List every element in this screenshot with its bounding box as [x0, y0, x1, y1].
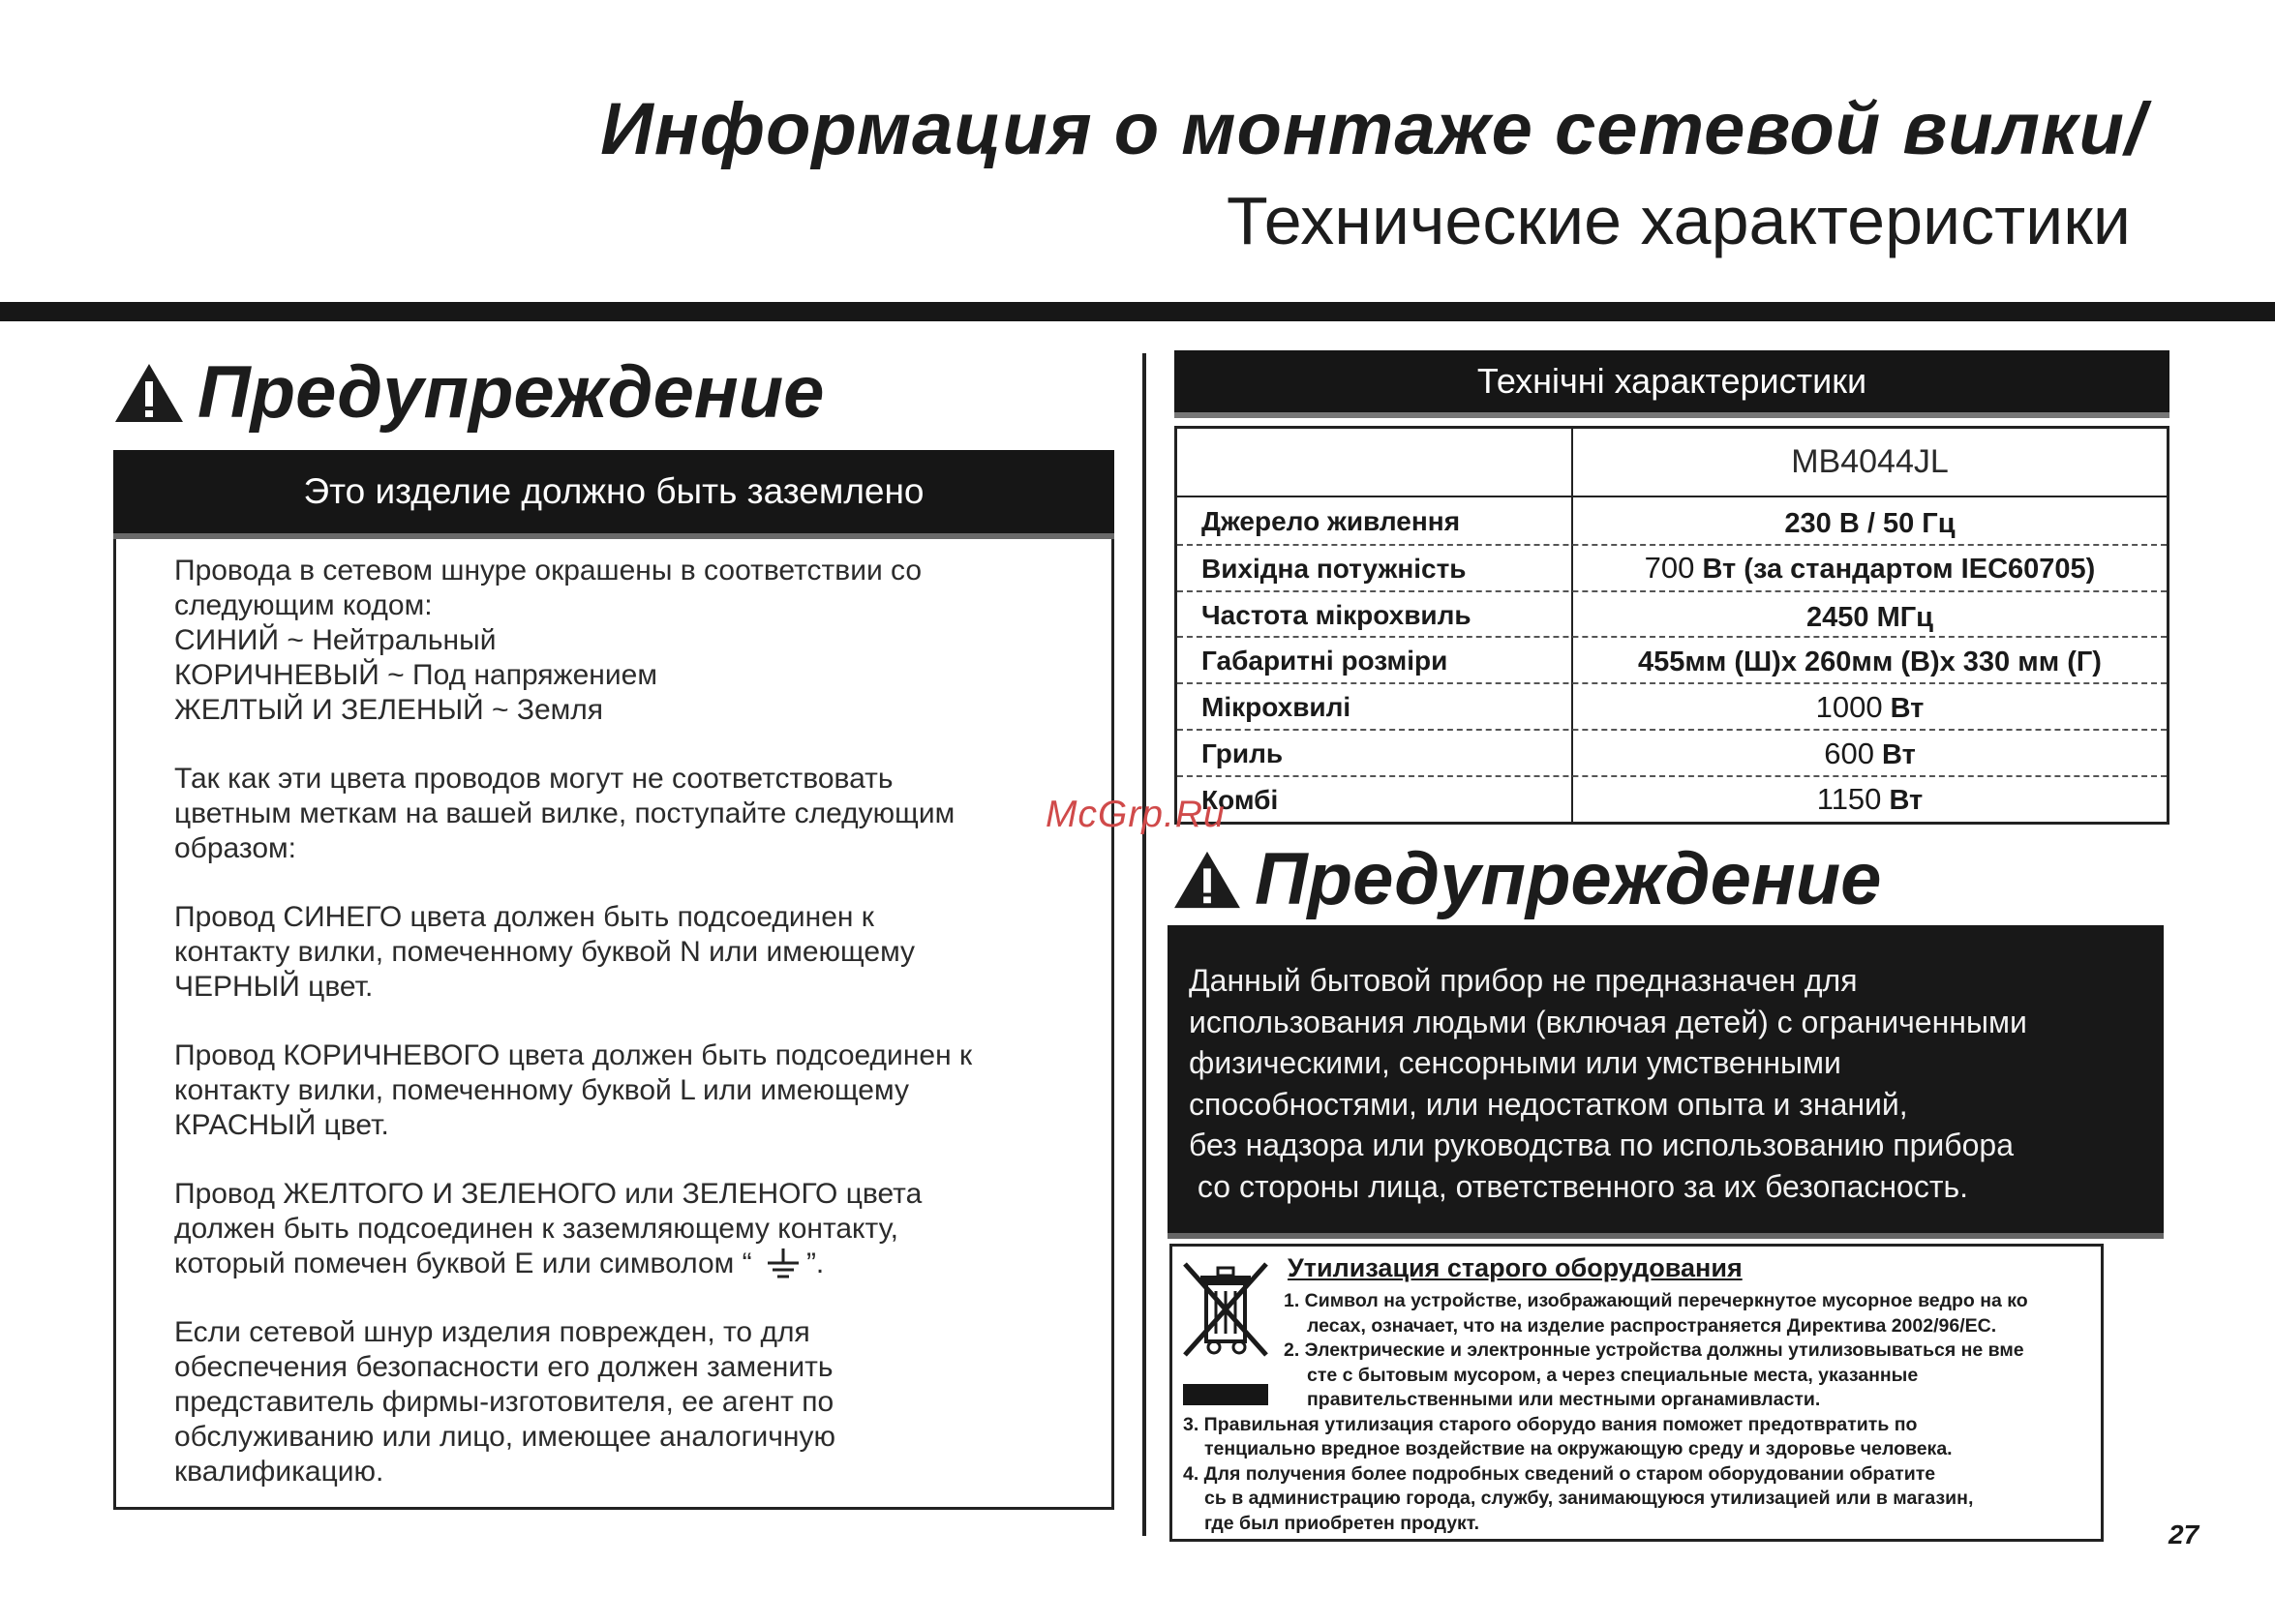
header-rule: [0, 302, 2275, 321]
table-row: [1177, 590, 2167, 636]
table-row: [1177, 729, 2167, 775]
page-number: 27: [2169, 1519, 2199, 1549]
grounding-box-title: Это изделие должно быть заземлено: [113, 450, 1114, 533]
text-line: квалификацию.: [174, 1456, 384, 1489]
text-line: Данный бытовой прибор не предназначен для: [1189, 963, 1858, 998]
left-warning-title: Предупреждение: [197, 351, 825, 434]
spec-value-number: 600: [1824, 737, 1874, 770]
text-line: КОРИЧНЕВЫЙ ~ Под напряжением: [174, 659, 657, 691]
spec-value: [1573, 505, 2167, 540]
disposal-text: [1183, 1289, 2093, 1536]
text-line: [174, 1247, 1065, 1281]
text-line: цветным меткам на вашей вилке, поступайте следующим: [174, 797, 956, 829]
page-subtitle: Технические характеристики: [1226, 183, 2131, 258]
text-line: со стороны лица, ответственного за их безопасность.: [1189, 1168, 1969, 1204]
spec-value-text: 455мм (Ш)x 260мм (В)x 330 мм (Г): [1638, 647, 2102, 677]
spec-value-text: 2450 МГц: [1806, 602, 1933, 633]
table-row: [1177, 775, 2167, 822]
text-line: без надзора или руководства по использованию прибора: [1189, 1128, 2015, 1162]
text-line: способностями, или недостатком опыта и знаний,: [1189, 1086, 1908, 1122]
spec-value-number: 1000: [1815, 690, 1883, 724]
text-line: СИНИЙ ~ Нейтральный: [174, 624, 497, 656]
text-fragment: который помечен буквой E или символом “: [174, 1248, 752, 1279]
text-line: КРАСНЫЙ цвет.: [174, 1109, 389, 1141]
spec-value: [1573, 782, 2167, 817]
paragraph: [174, 554, 1065, 728]
paragraph: [174, 1315, 1065, 1489]
text-line: 2. Электрические и электронные устройства должны утилизовываться не вме: [1284, 1339, 2024, 1361]
spec-value-text: Вт: [1873, 739, 1916, 770]
spec-label: Комбі: [1201, 785, 1279, 815]
spec-value: [1573, 690, 2167, 725]
paragraph: [174, 1177, 1065, 1281]
right-warning-heading: [1171, 837, 1881, 921]
table-row: [1177, 496, 2167, 544]
text-line: использования людьми (включая детей) с ограниченными: [1189, 1004, 2027, 1039]
text-line: контакту вилки, помеченному буквой N или имеющему: [174, 936, 916, 968]
spec-value-text: 230 В / 50 Гц: [1784, 508, 1956, 539]
text-line: обеспечения безопасности его должен заменить: [174, 1351, 834, 1384]
page-title: Информация о монтаже сетевой вилки/: [600, 88, 2146, 170]
text-line: Провод ЖЕЛТОГО И ЗЕЛЕНОГО или ЗЕЛЕНОГО цвета: [174, 1178, 923, 1210]
disposal-title: Утилизация старого оборудования: [1288, 1253, 1743, 1282]
paragraph: [174, 900, 1065, 1005]
spec-label: Вихідна потужність: [1201, 554, 1467, 584]
text-line: Провод СИНЕГО цвета должен быть подсоединен к: [174, 901, 874, 933]
spec-label: Габаритні розміри: [1201, 646, 1448, 676]
spec-label: Мікрохвилі: [1201, 692, 1351, 722]
text-line: правительственными или местными органамивласти.: [1307, 1389, 1821, 1410]
text-line: Провод КОРИЧНЕВОГО цвета должен быть подсоединен к: [174, 1039, 973, 1071]
spec-label: Джерело живлення: [1201, 506, 1461, 536]
text-line: ЧЕРНЫЙ цвет.: [174, 971, 374, 1003]
table-row: [1177, 636, 2167, 682]
model-number: MB4044JL: [1791, 443, 1949, 480]
spec-value-text: Вт: [1881, 785, 1924, 816]
text-line: Провода в сетевом шнуре окрашены в соответствии со: [174, 555, 923, 586]
paragraph: [174, 1038, 1065, 1143]
spec-value: [1573, 644, 2167, 678]
spec-table-title: Технічні характеристики: [1174, 350, 2169, 412]
text-line: обслуживанию или лицо, имеющее аналогичную: [174, 1421, 835, 1454]
table-row: [1177, 682, 2167, 729]
spec-label: Частота мікрохвиль: [1201, 600, 1471, 630]
spec-value: [1573, 737, 2167, 771]
text-line: должен быть подсоединен к заземляющему контакту,: [174, 1213, 898, 1245]
text-line: лесах, означает, что на изделие распространяется Директива 2002/96/EC.: [1307, 1314, 1997, 1337]
text-line: тенциально вредное воздействие на окружающую среду и здоровье человека.: [1204, 1438, 1953, 1459]
left-warning-heading: [112, 350, 824, 435]
text-line: сте с бытовым мусором, а через специальные места, указанные: [1307, 1364, 1919, 1386]
right-warning-title: Предупреждение: [1255, 838, 1882, 920]
spec-value-number: 1150: [1816, 782, 1882, 816]
spec-value-text: Вт (за стандартом IEC60705): [1694, 554, 2096, 585]
text-line: где был приобретен продукт.: [1204, 1512, 1480, 1534]
text-line: 1. Символ на устройстве, изображающий перечеркнутое мусорное ведро на ко: [1284, 1290, 2028, 1311]
warning-triangle-icon: [1171, 849, 1243, 911]
text-line: Если сетевой шнур изделия поврежден, то для: [174, 1316, 810, 1349]
text-line: образом:: [174, 832, 296, 864]
text-line: ЖЕЛТЫЙ И ЗЕЛЕНЫЙ ~ Земля: [174, 694, 604, 726]
column-divider: [1142, 353, 1146, 1536]
text-line: сь в администрацию города, службу, занимающуюся утилизацией или в магазин,: [1204, 1488, 1974, 1509]
spec-label: Гриль: [1201, 738, 1284, 768]
spec-value: [1573, 599, 2167, 634]
watermark: McGrp.Ru: [1046, 794, 1226, 835]
text-line: контакту вилки, помеченному буквой L или имеющему: [174, 1074, 909, 1106]
paragraph: [174, 762, 1065, 866]
text-fragment: ”.: [805, 1248, 825, 1279]
text-line: 3. Правильная утилизация старого оборудо вания поможет предотвратить по: [1183, 1413, 1918, 1435]
usage-warning-text: [1189, 960, 2157, 1207]
text-line: физическими, сенсорными или умственными: [1189, 1045, 1841, 1080]
text-line: 4. Для получения более подробных сведений о старом оборудовании обратите: [1183, 1462, 1936, 1485]
ground-symbol-icon: [764, 1248, 803, 1281]
text-line: Так как эти цвета проводов могут не соответствовать: [174, 763, 894, 795]
text-line: представитель фирмы-изготовителя, ее агент по: [174, 1386, 834, 1419]
spec-value-number: 700: [1644, 551, 1695, 585]
text-line: следующим кодом:: [174, 589, 433, 621]
table-row: [1177, 544, 2167, 590]
grounding-instructions: [174, 554, 1065, 1523]
warning-triangle-icon: [112, 361, 186, 425]
spec-value: [1573, 551, 2167, 586]
spec-value-text: Вт: [1882, 693, 1925, 724]
